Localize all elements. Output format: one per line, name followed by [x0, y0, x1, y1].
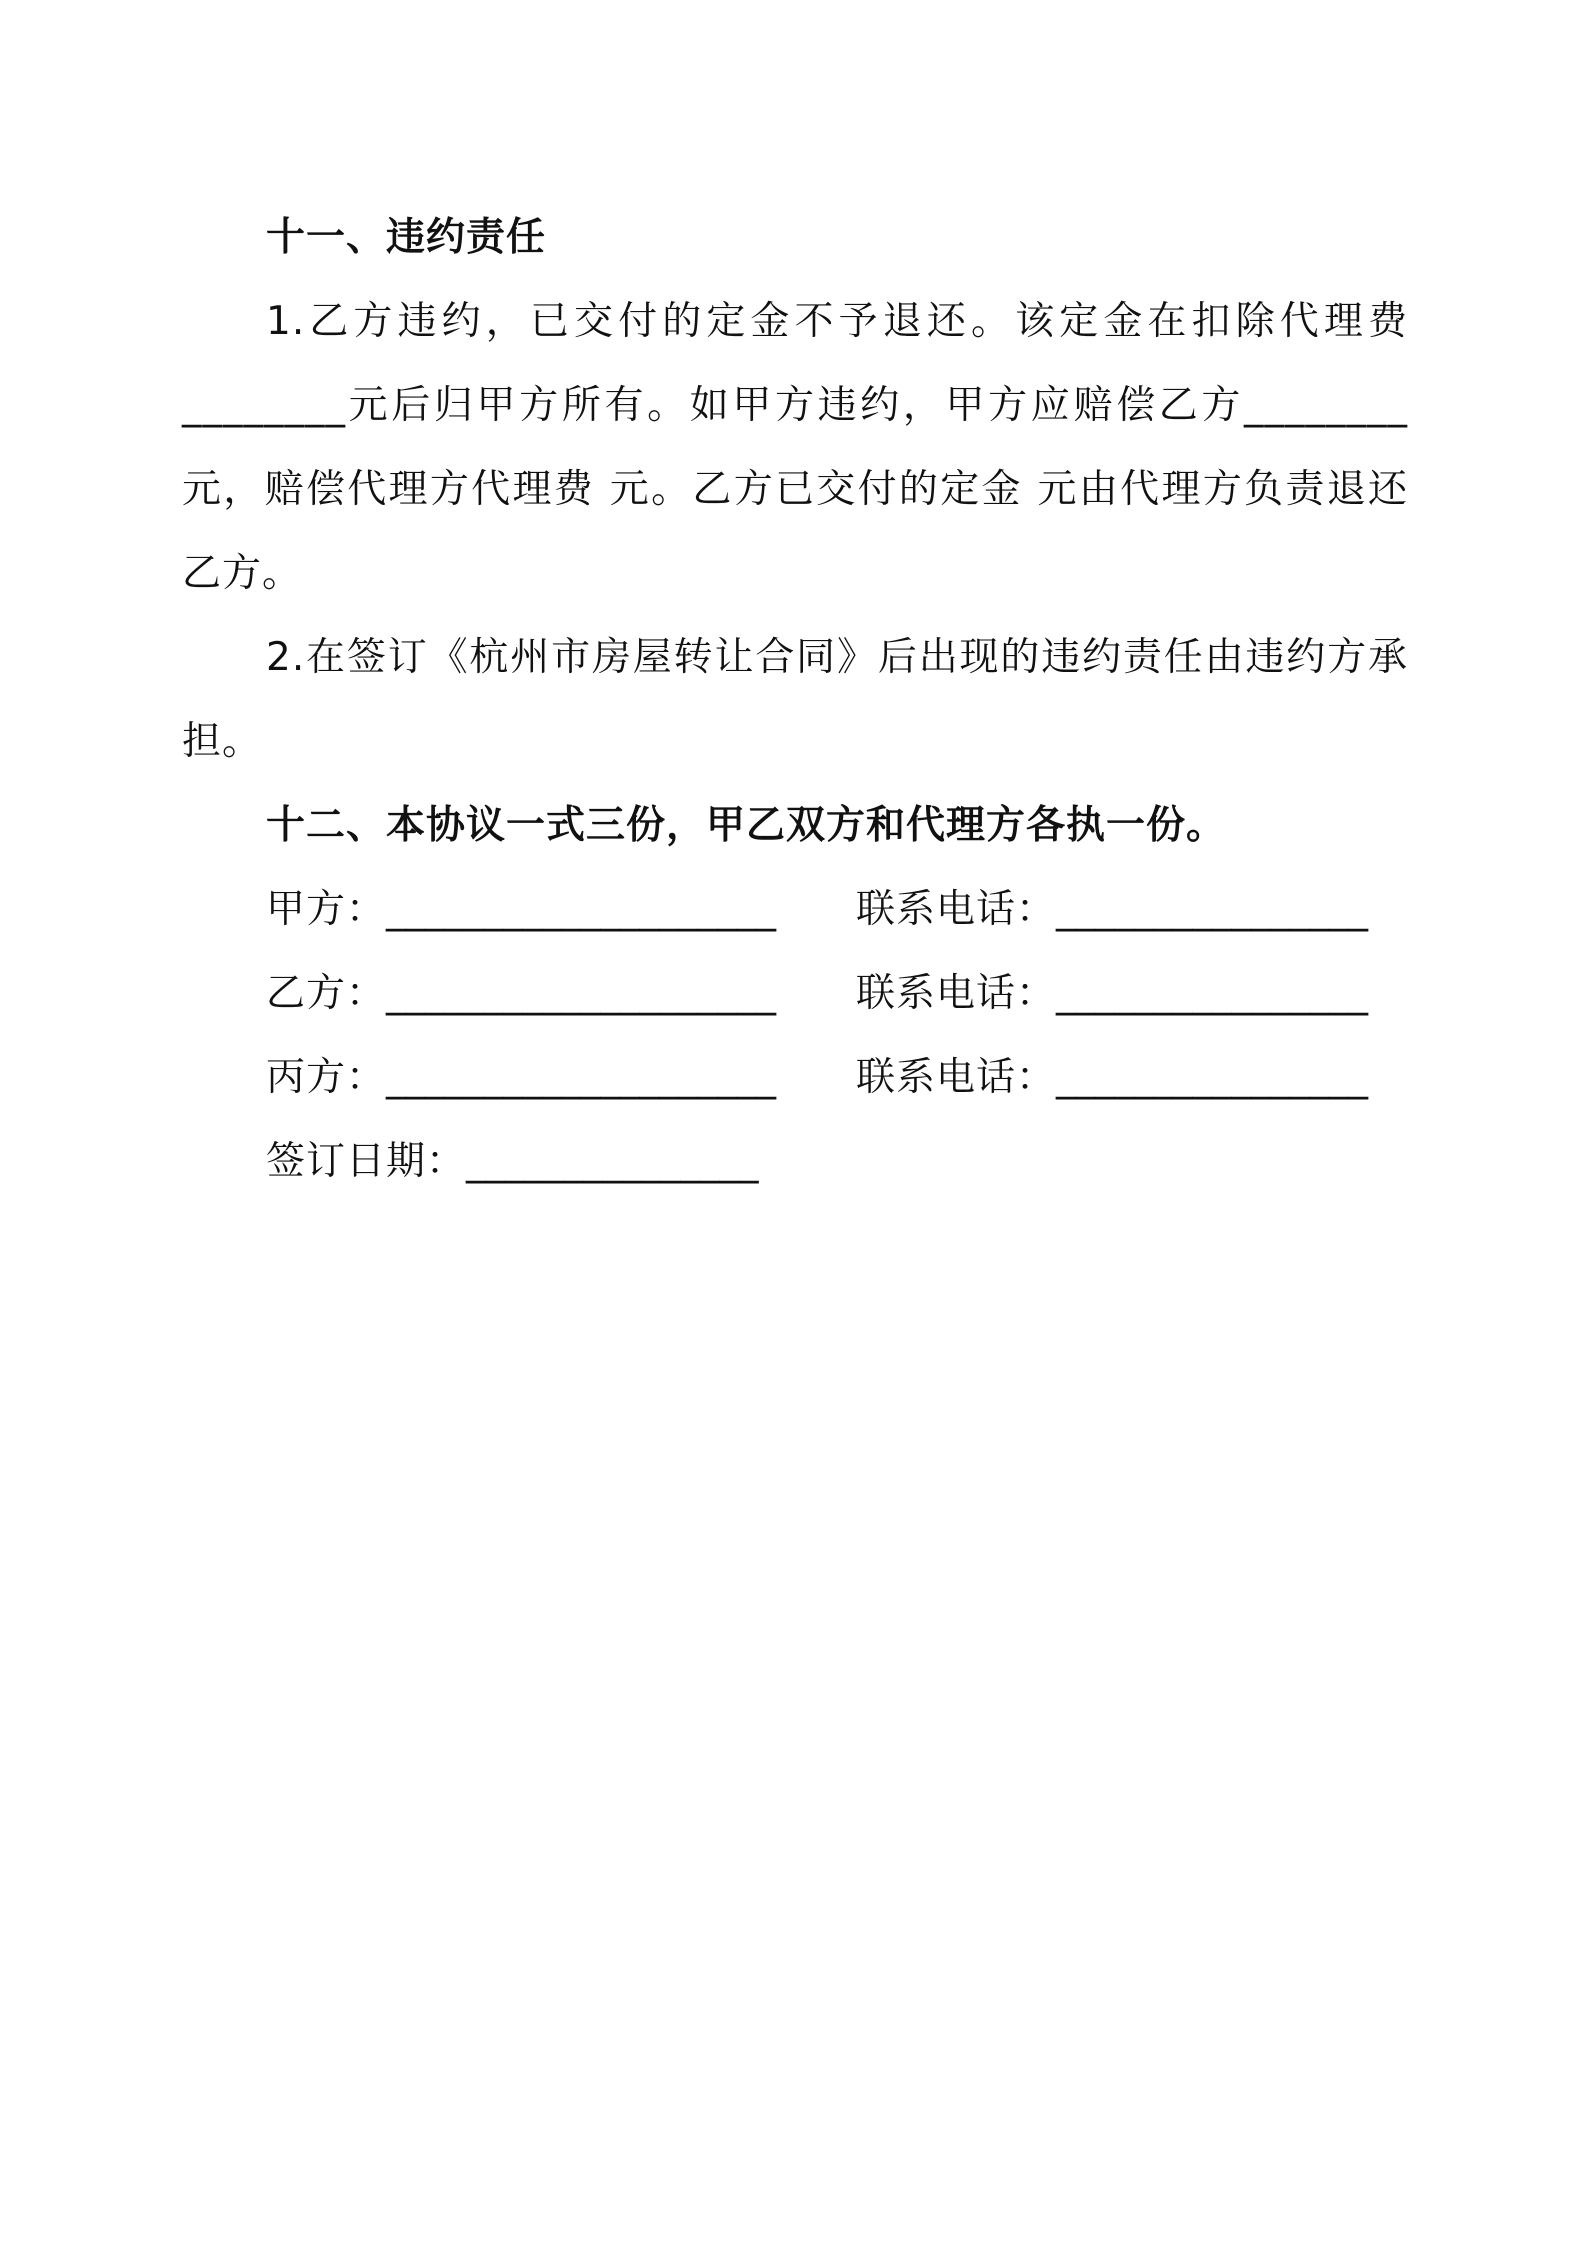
- signing-date-label: 签订日期：: [266, 1139, 467, 1184]
- section-11-heading: 十一、违约责任: [266, 215, 547, 260]
- party-b-field: [266, 952, 856, 1036]
- party-b-label: 乙方：: [266, 971, 387, 1016]
- party-c-blank: ____________________: [386, 1055, 777, 1100]
- party-a-field: [266, 868, 856, 952]
- party-b-phone-blank: ________________: [1056, 971, 1369, 1016]
- signature-row-party-c: [182, 1036, 1408, 1120]
- signing-date-blank: _______________: [466, 1139, 759, 1184]
- party-a-phone-field: [856, 868, 1368, 952]
- signing-date-row: [182, 1120, 1408, 1204]
- party-a-phone-blank: ________________: [1056, 887, 1369, 932]
- section-12-heading: 十二、本协议一式三份，甲乙双方和代理方各执一份。: [266, 803, 1227, 848]
- party-a-label: 甲方：: [266, 887, 387, 932]
- party-b-phone-field: [856, 952, 1368, 1036]
- section-11-clause-1: 1.乙方违约，已交付的定金不予退还。该定金在扣除代理费________元后归甲方所有。如甲方违约，甲方应赔偿乙方________元，赔偿代理方代理费 元。乙方已交付的定金 元由代理方负责退还乙方。: [182, 299, 1408, 596]
- party-c-field: [266, 1036, 856, 1120]
- party-b-blank: ____________________: [386, 971, 777, 1016]
- document-body: [182, 196, 1408, 1204]
- party-c-phone-field: [856, 1036, 1368, 1120]
- party-c-label: 丙方：: [266, 1055, 387, 1100]
- party-a-phone-label: 联系电话：: [856, 887, 1057, 932]
- section-11-clause-2: 2.在签订《杭州市房屋转让合同》后出现的违约责任由违约方承担。: [182, 635, 1408, 764]
- party-c-phone-blank: ________________: [1056, 1055, 1369, 1100]
- party-a-blank: ____________________: [386, 887, 777, 932]
- signature-row-party-b: [182, 952, 1408, 1036]
- party-c-phone-label: 联系电话：: [856, 1055, 1057, 1100]
- signature-row-party-a: [182, 868, 1408, 952]
- party-b-phone-label: 联系电话：: [856, 971, 1057, 1016]
